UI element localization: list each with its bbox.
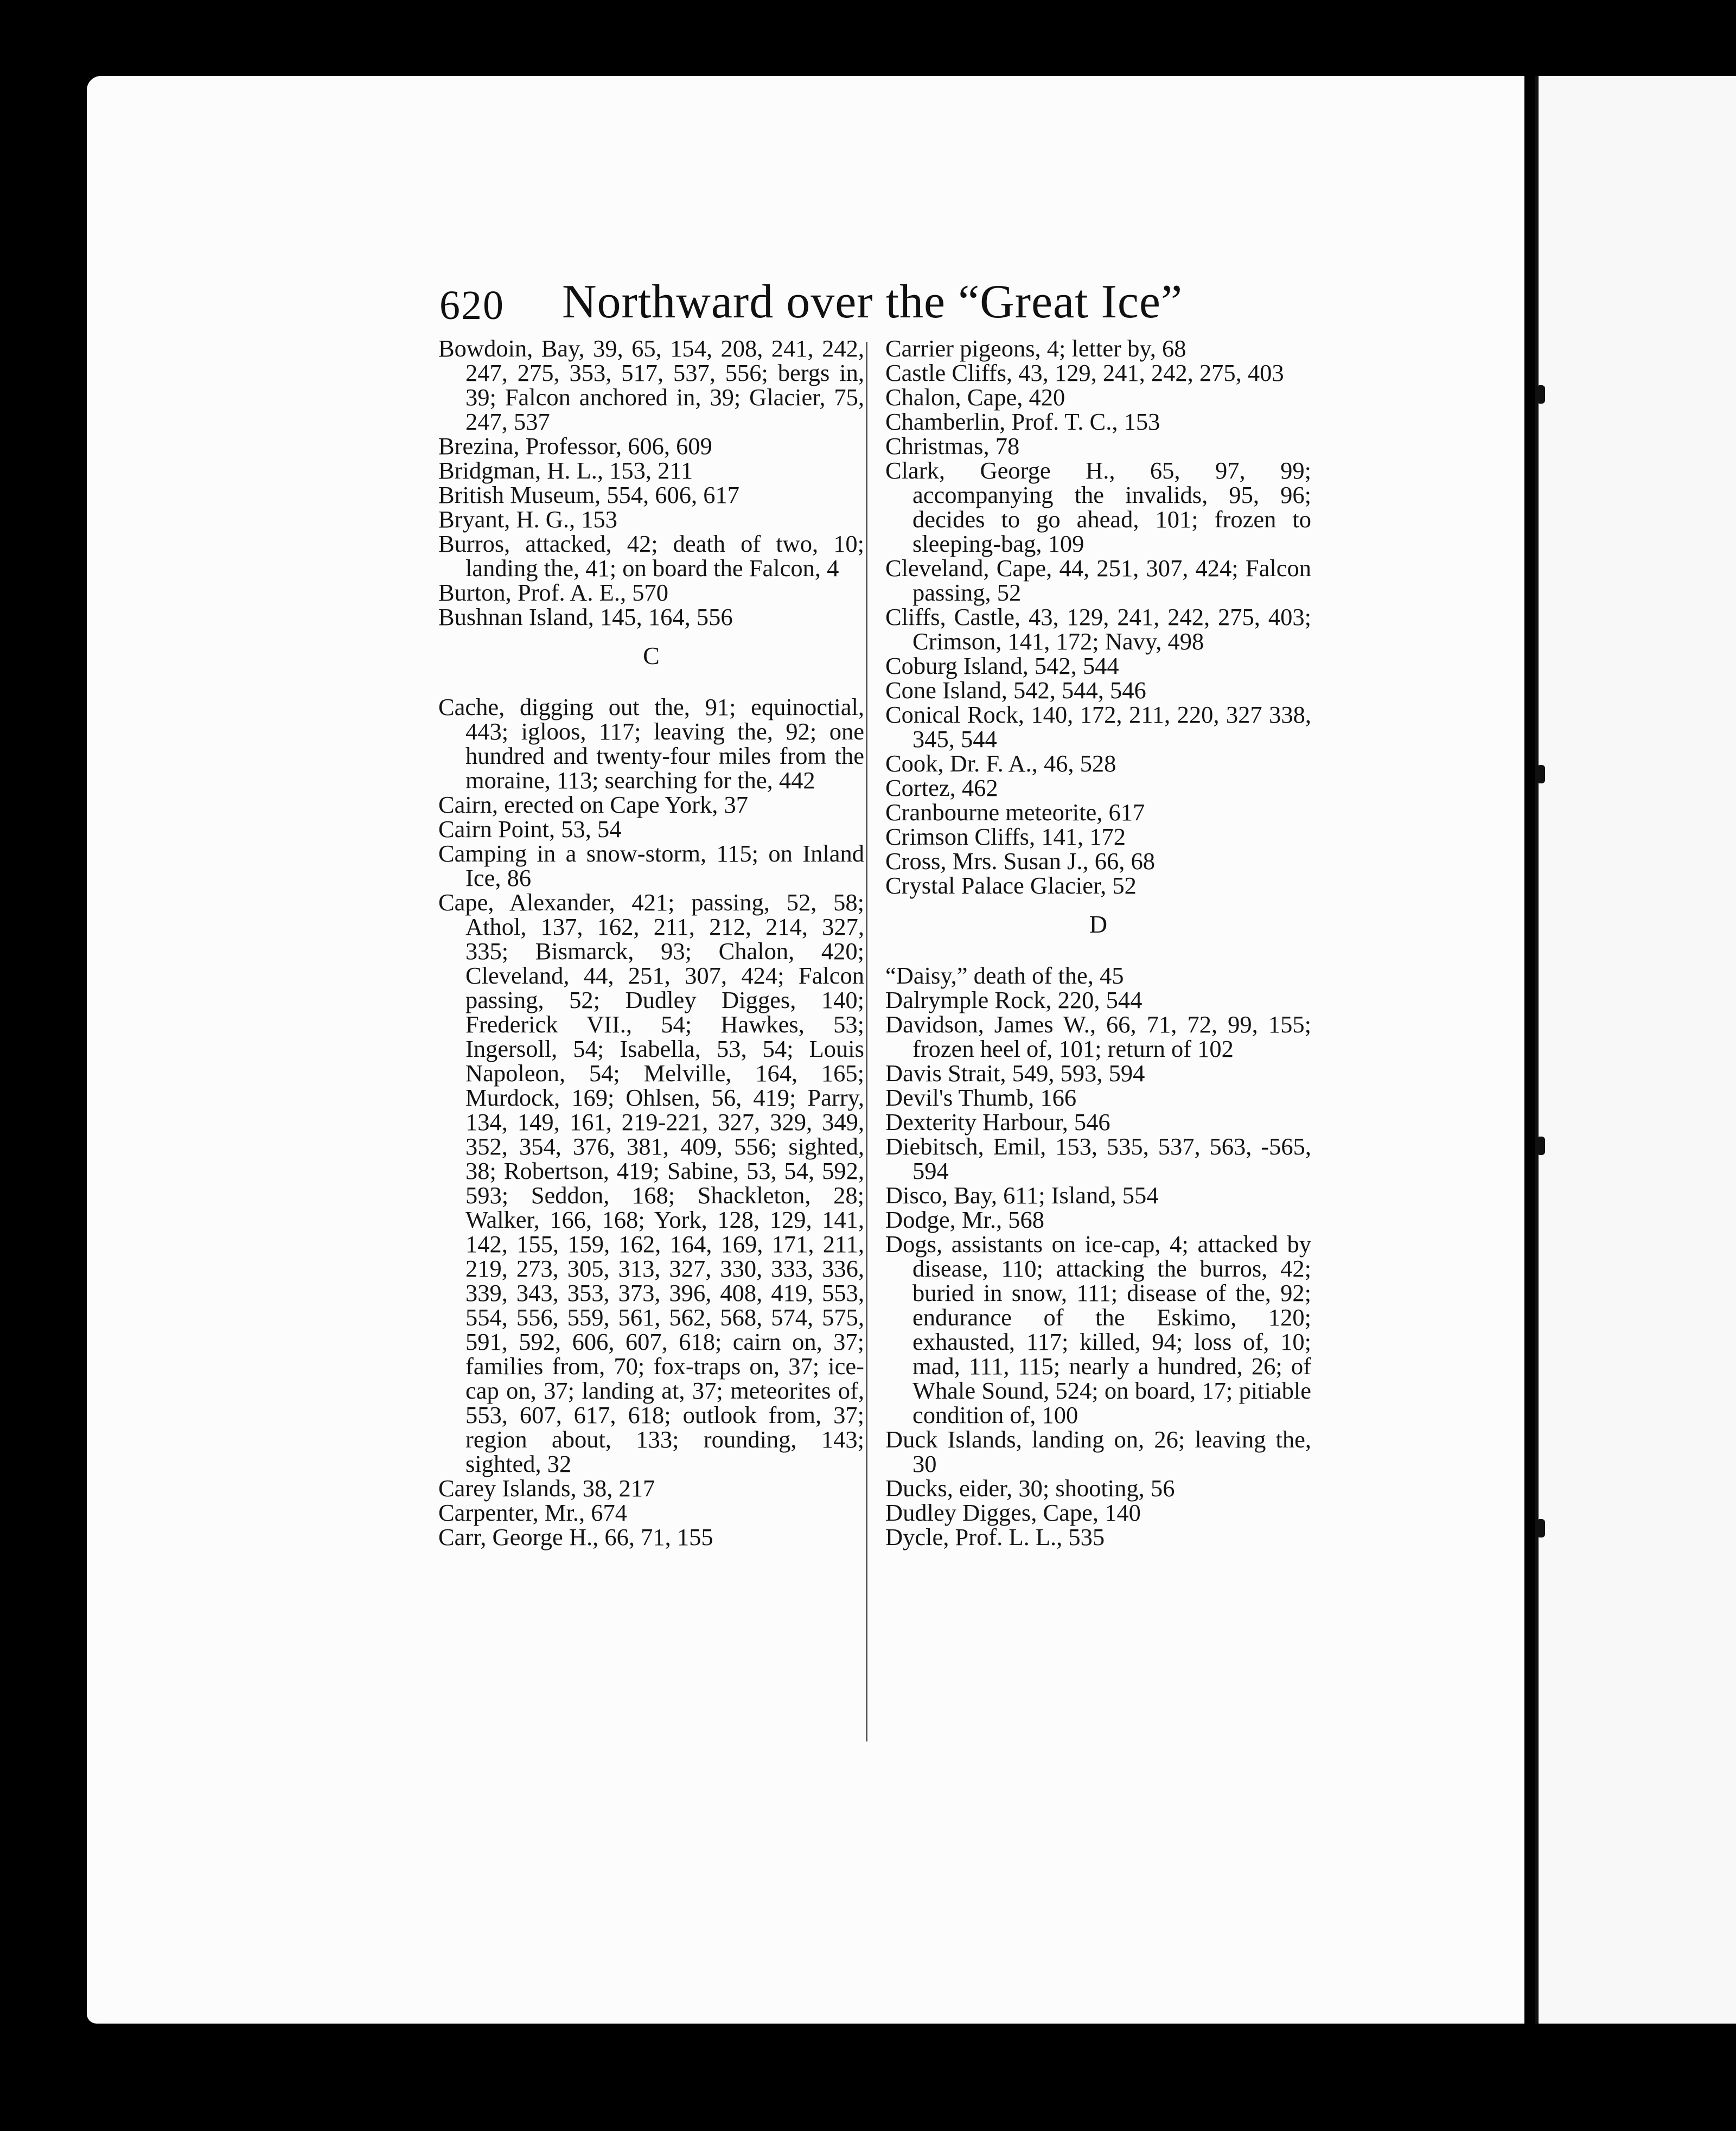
- index-entry: Crimson Cliffs, 141, 172: [885, 823, 1126, 850]
- index-column-left: [438, 336, 864, 1549]
- index-entry: Bryant, H. G., 153: [438, 506, 618, 533]
- index-entry: Bushnan Island, 145, 164, 556: [438, 603, 733, 630]
- index-entry: Dexterity Harbour, 546: [885, 1108, 1110, 1135]
- section-letter: C: [643, 642, 660, 669]
- index-entry: Conical Rock, 140, 172, 211, 220, 327 338, 345, 544: [885, 701, 1311, 752]
- index-entry: Bridgman, H. L., 153, 211: [438, 457, 693, 484]
- index-entry: Brezina, Professor, 606, 609: [438, 432, 712, 460]
- index-entry: Crystal Palace Glacier, 52: [885, 872, 1137, 899]
- page-number: 620: [439, 283, 505, 328]
- index-entry: Devil's Thumb, 166: [885, 1084, 1077, 1111]
- index-entry: Dycle, Prof. L. L., 535: [885, 1523, 1105, 1551]
- ink-mark: [1539, 1519, 1545, 1537]
- index-entry: Dudley Digges, Cape, 140: [885, 1499, 1141, 1526]
- index-entry: Cache, digging out the, 91; equinoctial, 443; igloos, 117; leaving the, 92; one hundred and twenty-four miles from the moraine, 113; searching for the, 442: [438, 693, 864, 794]
- index-entry: Dodge, Mr., 568: [885, 1206, 1044, 1233]
- index-entry: Cortez, 462: [885, 774, 998, 801]
- index-entry: Chalon, Cape, 420: [885, 384, 1065, 411]
- index-entry: Burros, attacked, 42; death of two, 10; landing the, 41; on board the Falcon, 4: [438, 530, 864, 582]
- index-column-right: [885, 336, 1311, 1549]
- section-letter: D: [1089, 910, 1108, 938]
- index-entry: Carey Islands, 38, 217: [438, 1475, 655, 1502]
- index-entry: Christmas, 78: [885, 432, 1020, 460]
- index-entry: Cape, Alexander, 421; passing, 52, 58; Athol, 137, 162, 211, 212, 214, 327, 335; Bismarck, 93; Chalon, 420; Cleveland, 44, 251, 307, 424; Falcon passing, 52; Dudley Digges, 140; Frederick VII., 54; Hawkes, 53; Ingersoll, 54; Isabella, 53, 54; Louis Napoleon, 54; Melville, 164, 165; Murdock, 169; Ohlsen, 56, 419; Parry, 134, 149, 161, 219-221, 327, 329, 349, 352, 354, 376, 381, 409, 556; sighted, 38; Robertson, 419; Sabine, 53, 54, 592, 593; Seddon, 168; Shackleton, 28; Walker, 166, 168; York, 128, 129, 141, 142, 155, 159, 162, 164, 169, 171, 211, 219, 273, 305, 313, 327, 330, 333, 336, 339, 343, 353, 373, 396, 408, 419, 553, 554, 556, 559, 561, 562, 568, 574, 575, 591, 592, 606, 607, 618; cairn on, 37; families from, 70; fox-traps on, 37; ice-cap on, 37; landing at, 37; meteorites of, 553, 607, 617, 618; outlook from, 37; region about, 133; rounding, 143; sighted, 32: [438, 889, 864, 1477]
- index-entry: Carr, George H., 66, 71, 155: [438, 1523, 713, 1551]
- index-entry: Chamberlin, Prof. T. C., 153: [885, 408, 1160, 435]
- index-entry: British Museum, 554, 606, 617: [438, 481, 740, 508]
- index-entry: Disco, Bay, 611; Island, 554: [885, 1182, 1159, 1209]
- index-entry: Clark, George H., 65, 97, 99; accompanying the invalids, 95, 96; decides to go ahead, 101; frozen to sleeping-bag, 109: [885, 457, 1311, 557]
- index-entry: Cross, Mrs. Susan J., 66, 68: [885, 847, 1155, 875]
- index-entry: Carpenter, Mr., 674: [438, 1499, 627, 1526]
- index-entry: Duck Islands, landing on, 26; leaving the, 30: [885, 1426, 1311, 1477]
- running-title: Northward over the “Great Ice”: [562, 276, 1183, 328]
- book-page: [87, 76, 1524, 2024]
- index-entry: Bowdoin, Bay, 39, 65, 154, 208, 241, 242, 247, 275, 353, 517, 537, 556; bergs in, 39; Falcon anchored in, 39; Glacier, 75, 247, 537: [438, 335, 864, 435]
- index-entry: Castle Cliffs, 43, 129, 241, 242, 275, 403: [885, 359, 1284, 386]
- index-entry: Cairn Point, 53, 54: [438, 815, 622, 843]
- index-entry: Cone Island, 542, 544, 546: [885, 677, 1146, 704]
- index-entry: Cleveland, Cape, 44, 251, 307, 424; Falcon passing, 52: [885, 554, 1311, 606]
- column-divider: [866, 342, 867, 1741]
- facing-page-edge: [1535, 76, 1736, 2024]
- index-entry: Dalrymple Rock, 220, 544: [885, 986, 1143, 1013]
- index-entry: Cliffs, Castle, 43, 129, 241, 242, 275, 403; Crimson, 141, 172; Navy, 498: [885, 603, 1311, 655]
- index-entry: Davis Strait, 549, 593, 594: [885, 1060, 1145, 1087]
- ink-mark: [1539, 1137, 1545, 1155]
- index-entry: Cranbourne meteorite, 617: [885, 799, 1145, 826]
- index-entry: Burton, Prof. A. E., 570: [438, 579, 668, 606]
- index-entry: Camping in a snow-storm, 115; on Inland Ice, 86: [438, 840, 864, 891]
- index-entry: Davidson, James W., 66, 71, 72, 99, 155; frozen heel of, 101; return of 102: [885, 1011, 1311, 1062]
- index-entry: Cook, Dr. F. A., 46, 528: [885, 750, 1116, 777]
- index-entry: Diebitsch, Emil, 153, 535, 537, 563, -565, 594: [885, 1133, 1311, 1184]
- index-entry: Cairn, erected on Cape York, 37: [438, 791, 748, 818]
- index-entry: Carrier pigeons, 4; letter by, 68: [885, 335, 1186, 362]
- ink-mark: [1539, 765, 1545, 783]
- index-entry: Dogs, assistants on ice-cap, 4; attacked by disease, 110; attacking the burros, 42; buried in snow, 111; disease of the, 92; endurance of the Eskimo, 120; exhausted, 117; killed, 94; loss of, 10; mad, 111, 115; nearly a hundred, 26; of Whale Sound, 524; on board, 17; pitiable condition of, 100: [885, 1230, 1311, 1428]
- index-entry: Coburg Island, 542, 544: [885, 652, 1119, 679]
- index-entry: “Daisy,” death of the, 45: [885, 962, 1124, 989]
- index-entry: Ducks, eider, 30; shooting, 56: [885, 1475, 1175, 1502]
- ink-mark: [1539, 385, 1545, 404]
